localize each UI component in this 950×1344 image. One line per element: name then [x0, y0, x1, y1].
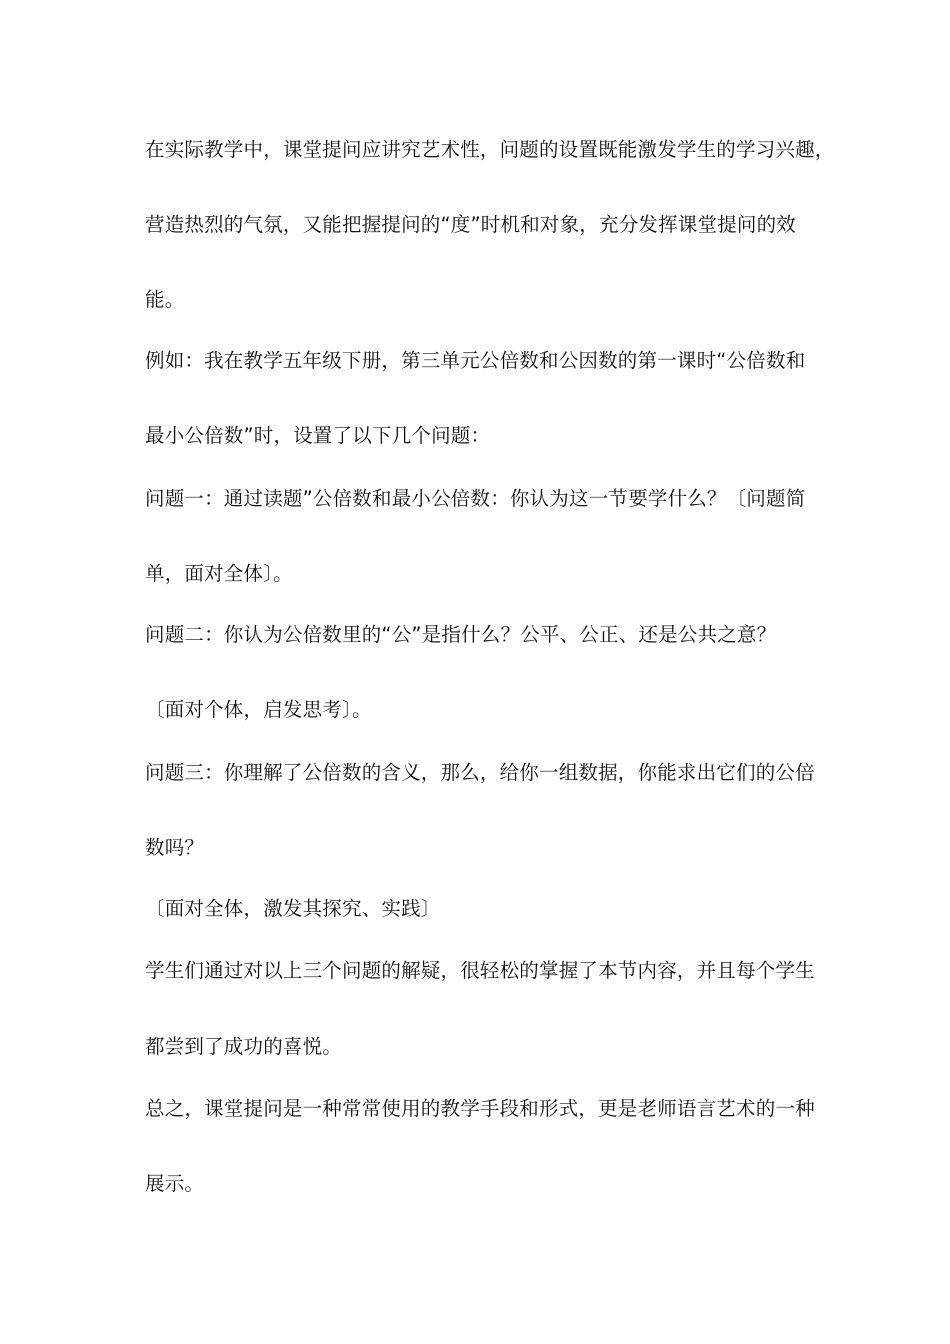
text-line: 例如：我在教学五年级下册，第三单元公倍数和公因数的第一课时“公倍数和 [145, 349, 806, 372]
text-line: 最小公倍数”时，设置了以下几个问题： [145, 424, 491, 447]
text-line: 问题三：你理解了公倍数的含义，那么，给你一组数据，你能求出它们的公倍 [145, 761, 815, 784]
text-line: 能。 [145, 288, 185, 311]
text-line: 问题一：通过读题”公倍数和最小公倍数：你认为这一节要学什么？〔问题简 [145, 487, 806, 510]
text-line: 都尝到了成功的喜悦。 [145, 1035, 343, 1058]
text-line: 〔面对个体，启发思考〕。 [145, 698, 372, 721]
text-line: 数吗？ [145, 836, 205, 859]
text-line: 学生们通过对以上三个问题的解疑，很轻松的掌握了本节内容，并且每个学生 [145, 959, 815, 982]
text-line: 展示。 [145, 1172, 205, 1195]
text-line: 总之，课堂提问是一种常常使用的教学手段和形式，更是老师语言艺术的一种 [145, 1097, 815, 1120]
text-line: 问题二：你认为公倍数里的“公”是指什么？公平、公正、还是公共之意？ [145, 623, 777, 646]
text-line: 营造热烈的气氛，又能把握提问的“度”时机和对象，充分发挥课堂提问的效 [145, 213, 797, 236]
text-line: 〔面对全体，激发其探究、实践〕 [145, 897, 441, 920]
text-line: 单，面对全体〕。 [145, 562, 293, 585]
text-line: 在实际教学中，课堂提问应讲究艺术性，问题的设置既能激发学生的学习兴趣， [145, 138, 835, 161]
